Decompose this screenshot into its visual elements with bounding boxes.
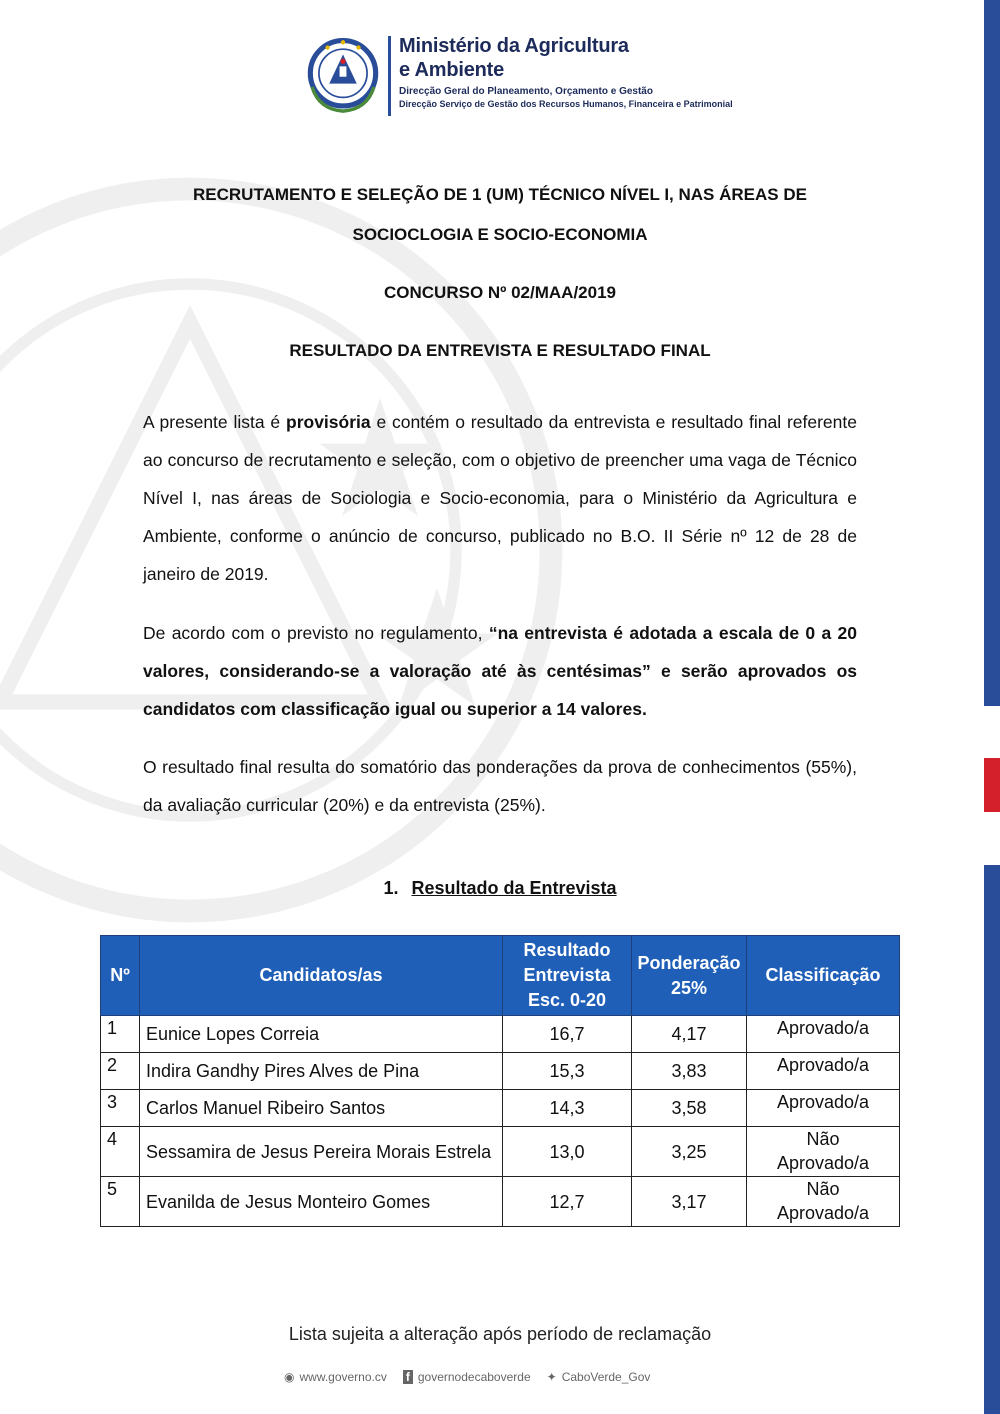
department-line1: Direcção Geral do Planeamento, Orçamento e Gestão (399, 86, 653, 97)
row-score: 12,7 (503, 1177, 632, 1227)
paragraph-regulation-threshold: candidatos com classificação igual ou superior a 14 valores. (143, 699, 647, 719)
header-weight-line1: Ponderação (637, 952, 741, 973)
globe-icon: ◉ (284, 1370, 295, 1384)
section-number: 1. (383, 878, 399, 898)
twitter-icon: ✦ (546, 1370, 557, 1384)
sidebar-bar-bottom (984, 865, 1000, 1414)
row-weight: 3,17 (632, 1177, 747, 1227)
row-num: 5 (101, 1177, 140, 1227)
department-line2: Direcção Serviço de Gestão dos Recursos Humanos, Financeira e Patrimonial (399, 99, 733, 109)
header-class: Classificação (747, 936, 900, 1016)
row-class-line1: Não (806, 1129, 840, 1149)
paragraph-weights: O resultado final resulta do somatório das ponderações da prova de conhecimentos (55%), da avaliação curricular (20%) e da entrevista (25%). (143, 757, 857, 815)
row-class-line1: Aprovado/a (776, 1018, 870, 1038)
row-num: 4 (101, 1127, 140, 1177)
table-row (101, 1177, 900, 1227)
paragraph-intro (143, 403, 857, 593)
paragraph-regulation (143, 614, 857, 728)
row-score: 13,0 (503, 1127, 632, 1177)
document-title-line2: SOCIOCLOGIA E SOCIO-ECONOMIA (352, 225, 648, 244)
row-class-line2: Aprovado/a (776, 1203, 870, 1223)
facebook-icon: f (403, 1370, 413, 1384)
header-result (503, 936, 632, 1016)
row-num: 2 (101, 1053, 140, 1090)
table-row (101, 1090, 900, 1127)
header-result-line1: Resultado (523, 940, 611, 960)
row-name: Carlos Manuel Ribeiro Santos (140, 1090, 503, 1127)
letterhead (300, 26, 733, 126)
footer-facebook-text: governodecaboverde (417, 1370, 531, 1384)
row-weight: 3,83 (632, 1053, 747, 1090)
row-weight: 4,17 (632, 1016, 747, 1053)
document-subtitle: RESULTADO DA ENTREVISTA E RESULTADO FINAL (289, 341, 711, 360)
table-row (101, 1016, 900, 1053)
paragraph-intro-bold: provisória (286, 412, 371, 432)
row-weight: 3,58 (632, 1090, 747, 1127)
row-class (747, 1016, 900, 1053)
sidebar-bar-top (984, 0, 1000, 706)
row-name: Sessamira de Jesus Pereira Morais Estrela (140, 1127, 503, 1177)
header-weight (632, 936, 747, 1016)
ministry-name-line2: e Ambiente (399, 59, 505, 81)
row-name: Indira Gandhy Pires Alves de Pina (140, 1053, 503, 1090)
paragraph-intro-text-end: e contém o resultado da entrevista e resultado final referente ao concurso de recrutamento e seleção, com o objetivo de preencher uma vaga de Técnico Nível I, nas áreas de Sociologia e Socio-economia, para o Ministério da Agricultura e Ambiente, conforme o anúncio de concurso, publicado no B.O. II Série nº 12 de 28 de janeiro de 2019. (143, 412, 857, 584)
paragraph-regulation-middle: e serão aprovados os (650, 661, 857, 681)
paragraph-intro-text-start: A presente lista é (143, 412, 286, 432)
row-class-line2: Aprovado/a (776, 1153, 870, 1173)
interview-results-table (100, 935, 900, 1227)
row-class-line1: Aprovado/a (776, 1092, 870, 1112)
row-name: Evanilda de Jesus Monteiro Gomes (140, 1177, 503, 1227)
national-seal-icon (300, 32, 386, 118)
header-result-line2: Entrevista (523, 965, 611, 985)
row-name: Eunice Lopes Correia (140, 1016, 503, 1053)
document-title-line1: RECRUTAMENTO E SELEÇÃO DE 1 (UM) TÉCNICO NÍVEL I, NAS ÁREAS DE (193, 185, 807, 204)
ministry-name-line1: Ministério da Agricultura (399, 35, 629, 57)
concurso-number: CONCURSO Nº 02/MAA/2019 (384, 283, 616, 302)
header-result-line3: Esc. 0-20 (527, 990, 607, 1010)
footer-twitter-text: CaboVerde_Gov (561, 1370, 651, 1384)
section-title-text: Resultado da Entrevista (411, 878, 617, 898)
footer-website[interactable] (284, 1370, 387, 1384)
row-score: 14,3 (503, 1090, 632, 1127)
table-header-row (101, 936, 900, 1016)
footer-twitter[interactable] (547, 1370, 651, 1384)
paragraph-regulation-quote: “na entrevista é adotada a escala de 0 a 20 valores, considerando-se a valoração até às centésimas” (143, 623, 857, 681)
table-row (101, 1127, 900, 1177)
row-num: 3 (101, 1090, 140, 1127)
row-class-line1: Aprovado/a (776, 1055, 870, 1075)
row-score: 16,7 (503, 1016, 632, 1053)
letterhead-rule (388, 36, 391, 116)
footer-facebook[interactable] (403, 1370, 531, 1384)
header-name: Candidatos/as (140, 936, 503, 1016)
sidebar-bar-red (984, 758, 1000, 812)
footer-note: Lista sujeita a alteração após período de reclamação (288, 1324, 712, 1344)
header-weight-line2: 25% (670, 977, 708, 998)
row-class (747, 1177, 900, 1227)
ministry-name (399, 34, 629, 82)
row-score: 15,3 (503, 1053, 632, 1090)
footer-website-text: www.governo.cv (299, 1370, 387, 1384)
paragraph-regulation-text-start: De acordo com o previsto no regulamento, (143, 623, 489, 643)
row-class (747, 1127, 900, 1177)
row-class-line1: Não (806, 1179, 840, 1199)
row-num: 1 (101, 1016, 140, 1053)
row-weight: 3,25 (632, 1127, 747, 1177)
footer-links (284, 1370, 650, 1384)
row-class (747, 1053, 900, 1090)
table-row (101, 1053, 900, 1090)
row-class (747, 1090, 900, 1127)
section-title (100, 878, 900, 899)
header-num: Nº (101, 936, 140, 1016)
